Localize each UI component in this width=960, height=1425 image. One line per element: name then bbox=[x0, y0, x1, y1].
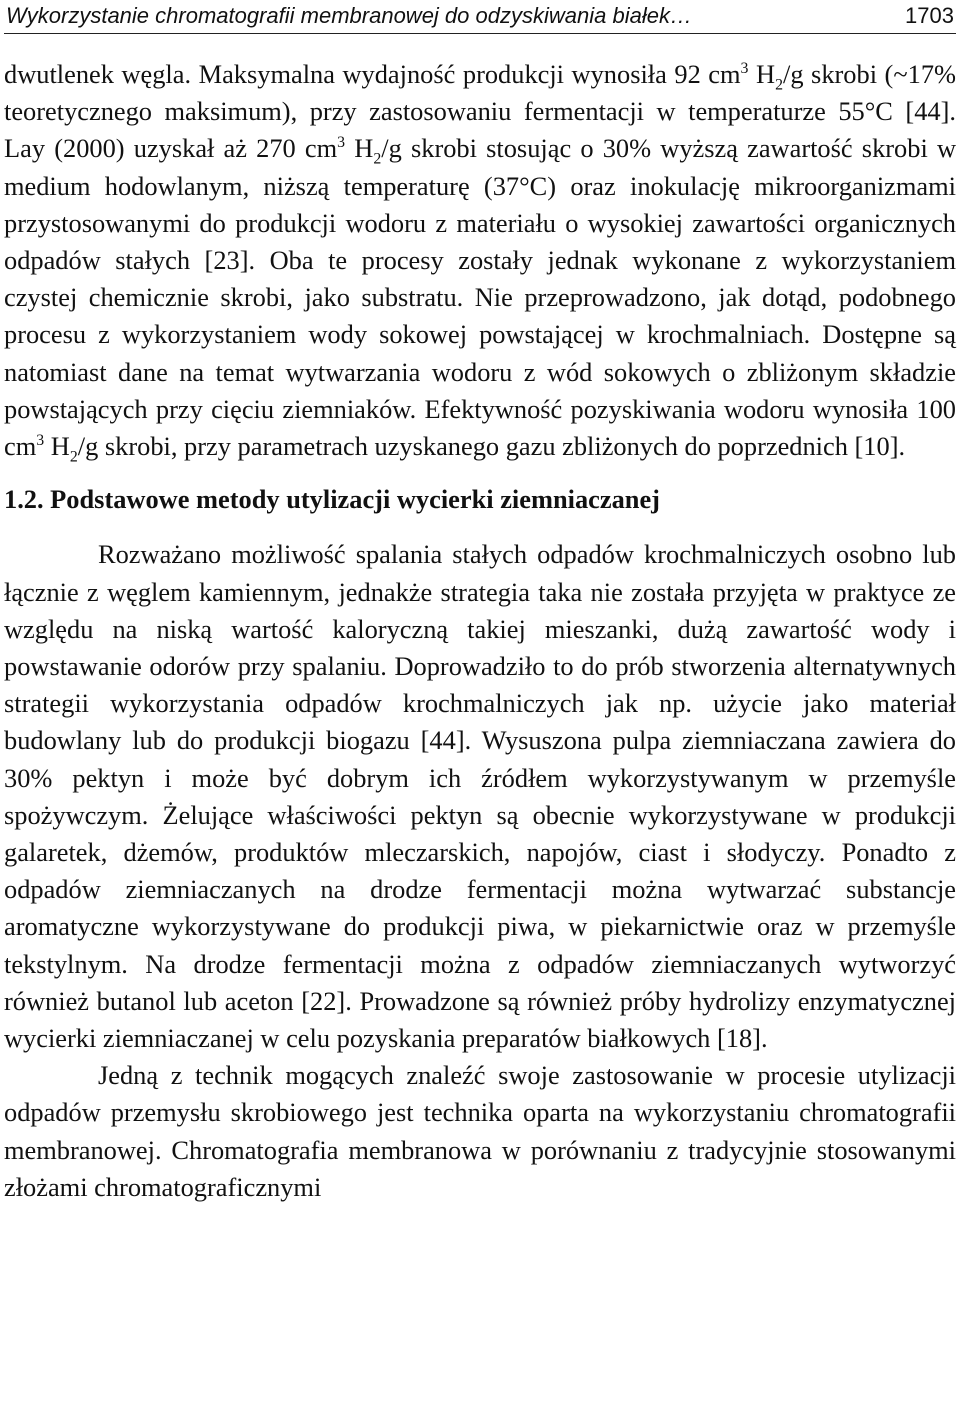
superscript: 3 bbox=[740, 60, 749, 78]
text-run: /g skrobi, przy parametrach uzyskanego gazu zbliżonych do poprzednich [10]. bbox=[77, 431, 906, 462]
text-run: dwutlenek węgla. Maksymalna wydajność produkcji wynosiła 92 cm bbox=[4, 59, 741, 89]
text-run: /g skrobi (~17% teoretycznego maksimum), przy zastosowaniu fermentacji w temperaturze 55°C [44]. Lay (2000) uzyskał aż 270 cm bbox=[4, 59, 956, 164]
superscript: 3 bbox=[337, 134, 346, 152]
running-header bbox=[4, 0, 956, 34]
subscript: 2 bbox=[775, 76, 783, 94]
running-title: Wykorzystanie chromatografii membranowej do odzyskiwania białek… bbox=[6, 3, 692, 28]
subscript: 2 bbox=[373, 150, 382, 168]
paragraph-membrane-chromatography: Jedną z technik mogących znaleźć swoje zastosowanie w procesie utylizacji odpadów przemysłu skrobiowego jest technika oparta na wykorzystaniu chromatografii membranowej. Chromatografia membranowa w porównaniu z tradycyjnie stosowanymi złożami chromatograficznymi bbox=[4, 1060, 956, 1202]
text-run: H bbox=[748, 59, 776, 89]
text-run: H bbox=[44, 431, 70, 462]
text-run: H bbox=[345, 133, 374, 164]
section-heading: 1.2. Podstawowe metody utylizacji wycierki ziemniaczanej bbox=[4, 484, 660, 515]
text-run: /g skrobi stosując o 30% wyższą zawartość skrobi w medium hodowlanym, niższą temperaturę (37°C) oraz inokulację mikroorganizmami przystosowanymi do produkcji wodoru z materiału o wysokiej zawartości organicznych odpadów stałych [23]. Oba te procesy zostały jednak wykonane z wykorzystaniem czystej chemicznie skrobi, jako substratu. Nie przeprowadzono, jak dotąd, podobnego procesu z wykorzystaniem wody sokowej powstającej w krochmalniach. Dostępne są natomiast dane na temat wytwarzania wodoru z wód sokowych o zbliżonym składzie powstających przy cięciu ziemniaków. Efektywność pozyskiwania wodoru wynosiła 100 cm bbox=[4, 133, 957, 462]
body-text bbox=[4, 56, 956, 1206]
page-number: 1703 bbox=[905, 3, 954, 28]
paragraph-waste-utilization: Rozważano możliwość spalania stałych odpadów krochmalniczych osobno lub łącznie z węglem kamiennym, jednakże strategia taka nie została przyjęta w praktyce ze względu na niską wartość kaloryczną takiej mieszanki, dużą zawartość wody i powstawanie odorów przy spalaniu. Doprowadziło to do prób stworzenia alternatywnych strategii wykorzystania odpadów krochmalniczych jak np. użycie jako materiał budowlany lub do produkcji biogazu [44]. Wysuszona pulpa ziemniaczana zawiera do 30% pektyn i może być dobrym ich źródłem wykorzystywanym w przemyśle spożywczym. Żelujące właściwości pektyn są obecnie wykorzystywane w produkcji galaretek, dżemów, produktów mleczarskich, napojów, ciast i słodyczy. Ponadto z odpadów ziemniaczanych na drodze fermentacji można wytwarzać substancje aromatyczne wykorzystywane do produkcji piwa, w piekarnictwie oraz w przemyśle tekstylnym. Na drodze fermentacji można z odpadów ziemniaczanych wytworzyć również butanol lub aceton [22]. Prowadzone są również próby hydrolizy enzymatycznej wycierki ziemniaczanej w celu pozyskania preparatów białkowych [18]. bbox=[4, 539, 956, 1054]
superscript: 3 bbox=[36, 432, 45, 450]
paragraph-hydrogen-production bbox=[4, 56, 956, 465]
subscript: 2 bbox=[69, 448, 78, 466]
